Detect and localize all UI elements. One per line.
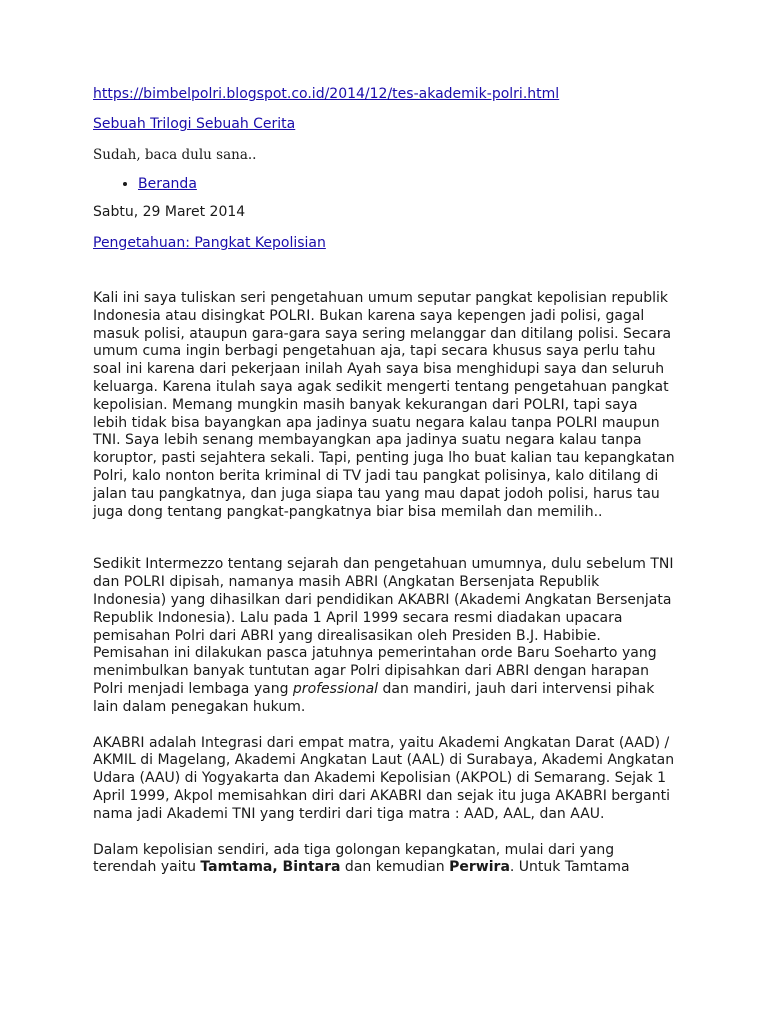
post-paragraph-4 [93, 842, 676, 878]
nav-list [93, 175, 676, 193]
post-paragraph-2 [93, 556, 676, 716]
post-title-block [93, 234, 676, 252]
post-title-link[interactable]: Pengetahuan: Pangkat Kepolisian [93, 235, 326, 251]
blog-tagline: Sudah, baca dulu sana.. [93, 147, 257, 163]
nav-item-beranda [138, 175, 676, 193]
nav-link-beranda[interactable]: Beranda [138, 176, 197, 192]
paragraph-text: Sedikit Intermezzo tentang sejarah dan pengetahuan umumnya, dulu sebelum TNI dan POLRI dipisah, namanya masih ABRI (Angkatan Bersenjata Republik Indonesia) yang dihasilkan dari pendidikan AKABRI (Akademi Angkatan Bersenjata Republik Indonesia). Lalu pada 1 April 1999 secara resmi diadakan upacara pemisahan Polri dari ABRI yang direalisasikan oleh Presiden B.J. Habibie. Pemisahan ini dilakukan pasca jatuhnya pemerintahan orde Baru Soeharto yang menimbulkan banyak tuntutan agar Polri dipisahkan dari ABRI dengan harapan Polri menjadi lembaga yang [93, 556, 674, 697]
post-paragraph-3: AKABRI adalah Integrasi dari empat matra, yaitu Akademi Angkatan Darat (AAD) / AKMIL di Magelang, Akademi Angkatan Laut (AAL) di Surabaya, Akademi Angkatan Udara (AAU) di Yogyakarta dan Akademi Kepolisian (AKPOL) di Semarang. Sejak 1 April 1999, Akpol memisahkan diri dari AKABRI dan sejak itu juga AKABRI berganti nama jadi Akademi TNI yang terdiri dari tiga matra : AAD, AAL, dan AAU. [93, 734, 675, 822]
emphasis-text: professional [292, 680, 379, 697]
bold-text-tamtama-bintara: Tamtama, Bintara [200, 859, 341, 876]
paragraph-text: dan kemudian [340, 859, 450, 876]
blog-title-block [93, 115, 676, 133]
post-paragraph-1: Kali ini saya tuliskan seri pengetahuan umum seputar pangkat kepolisian republik Indonesia atau disingkat POLRI. Bukan karena saya kepengen jadi polisi, gagal masuk polisi, ataupun gara-gara saya sering melanggar dan ditilang polisi. Secara umum cuma ingin berbagi pengetahuan aja, tapi secara khusus saya perlu tahu soal ini karena dari pekerjaan inilah Ayah saya bisa menghidupi saya dan seluruh keluarga. Karena itulah saya agak sedikit mengerti tentang pengetahuan pangkat kepolisian. Memang mungkin masih banyak kekurangan dari POLRI, tapi saya lebih tidak bisa bayangkan apa jadinya suatu negara kalau tanpa POLRI maupun TNI. Saya lebih senang membayangkan apa jadinya suatu negara kalau tanpa koruptor, pasti sejahtera sekali. Tapi, penting juga lho buat kalian tau kepangkatan Polri, kalo nonton berita kriminal di TV jadi tau pangkat polisinya, kalo ditilang di jalan tau pangkatnya, dan juga siapa tau yang mau dapat jodoh polisi, harus tau juga dong tentang pangkat-pangkatnya biar bisa memilah dan memilih.. [93, 290, 675, 520]
bold-text-perwira: Perwira [449, 859, 510, 876]
paragraph-text: Dalam kepolisian sendiri, ada tiga golongan kepangkatan, mulai dari yang terendah yaitu [93, 841, 615, 876]
paragraph-text: dan mandiri, jauh dari intervensi pihak lain dalam penegakan hukum. [93, 680, 655, 715]
blog-title-link[interactable]: Sebuah Trilogi Sebuah Cerita [93, 116, 296, 132]
post-date: Sabtu, 29 Maret 2014 [93, 204, 246, 220]
source-url-link[interactable]: https://bimbelpolri.blogspot.co.id/2014/12/tes-akademik-polri.html [93, 86, 560, 102]
paragraph-text: . Untuk Tamtama [509, 859, 630, 876]
source-url-block [93, 85, 676, 103]
